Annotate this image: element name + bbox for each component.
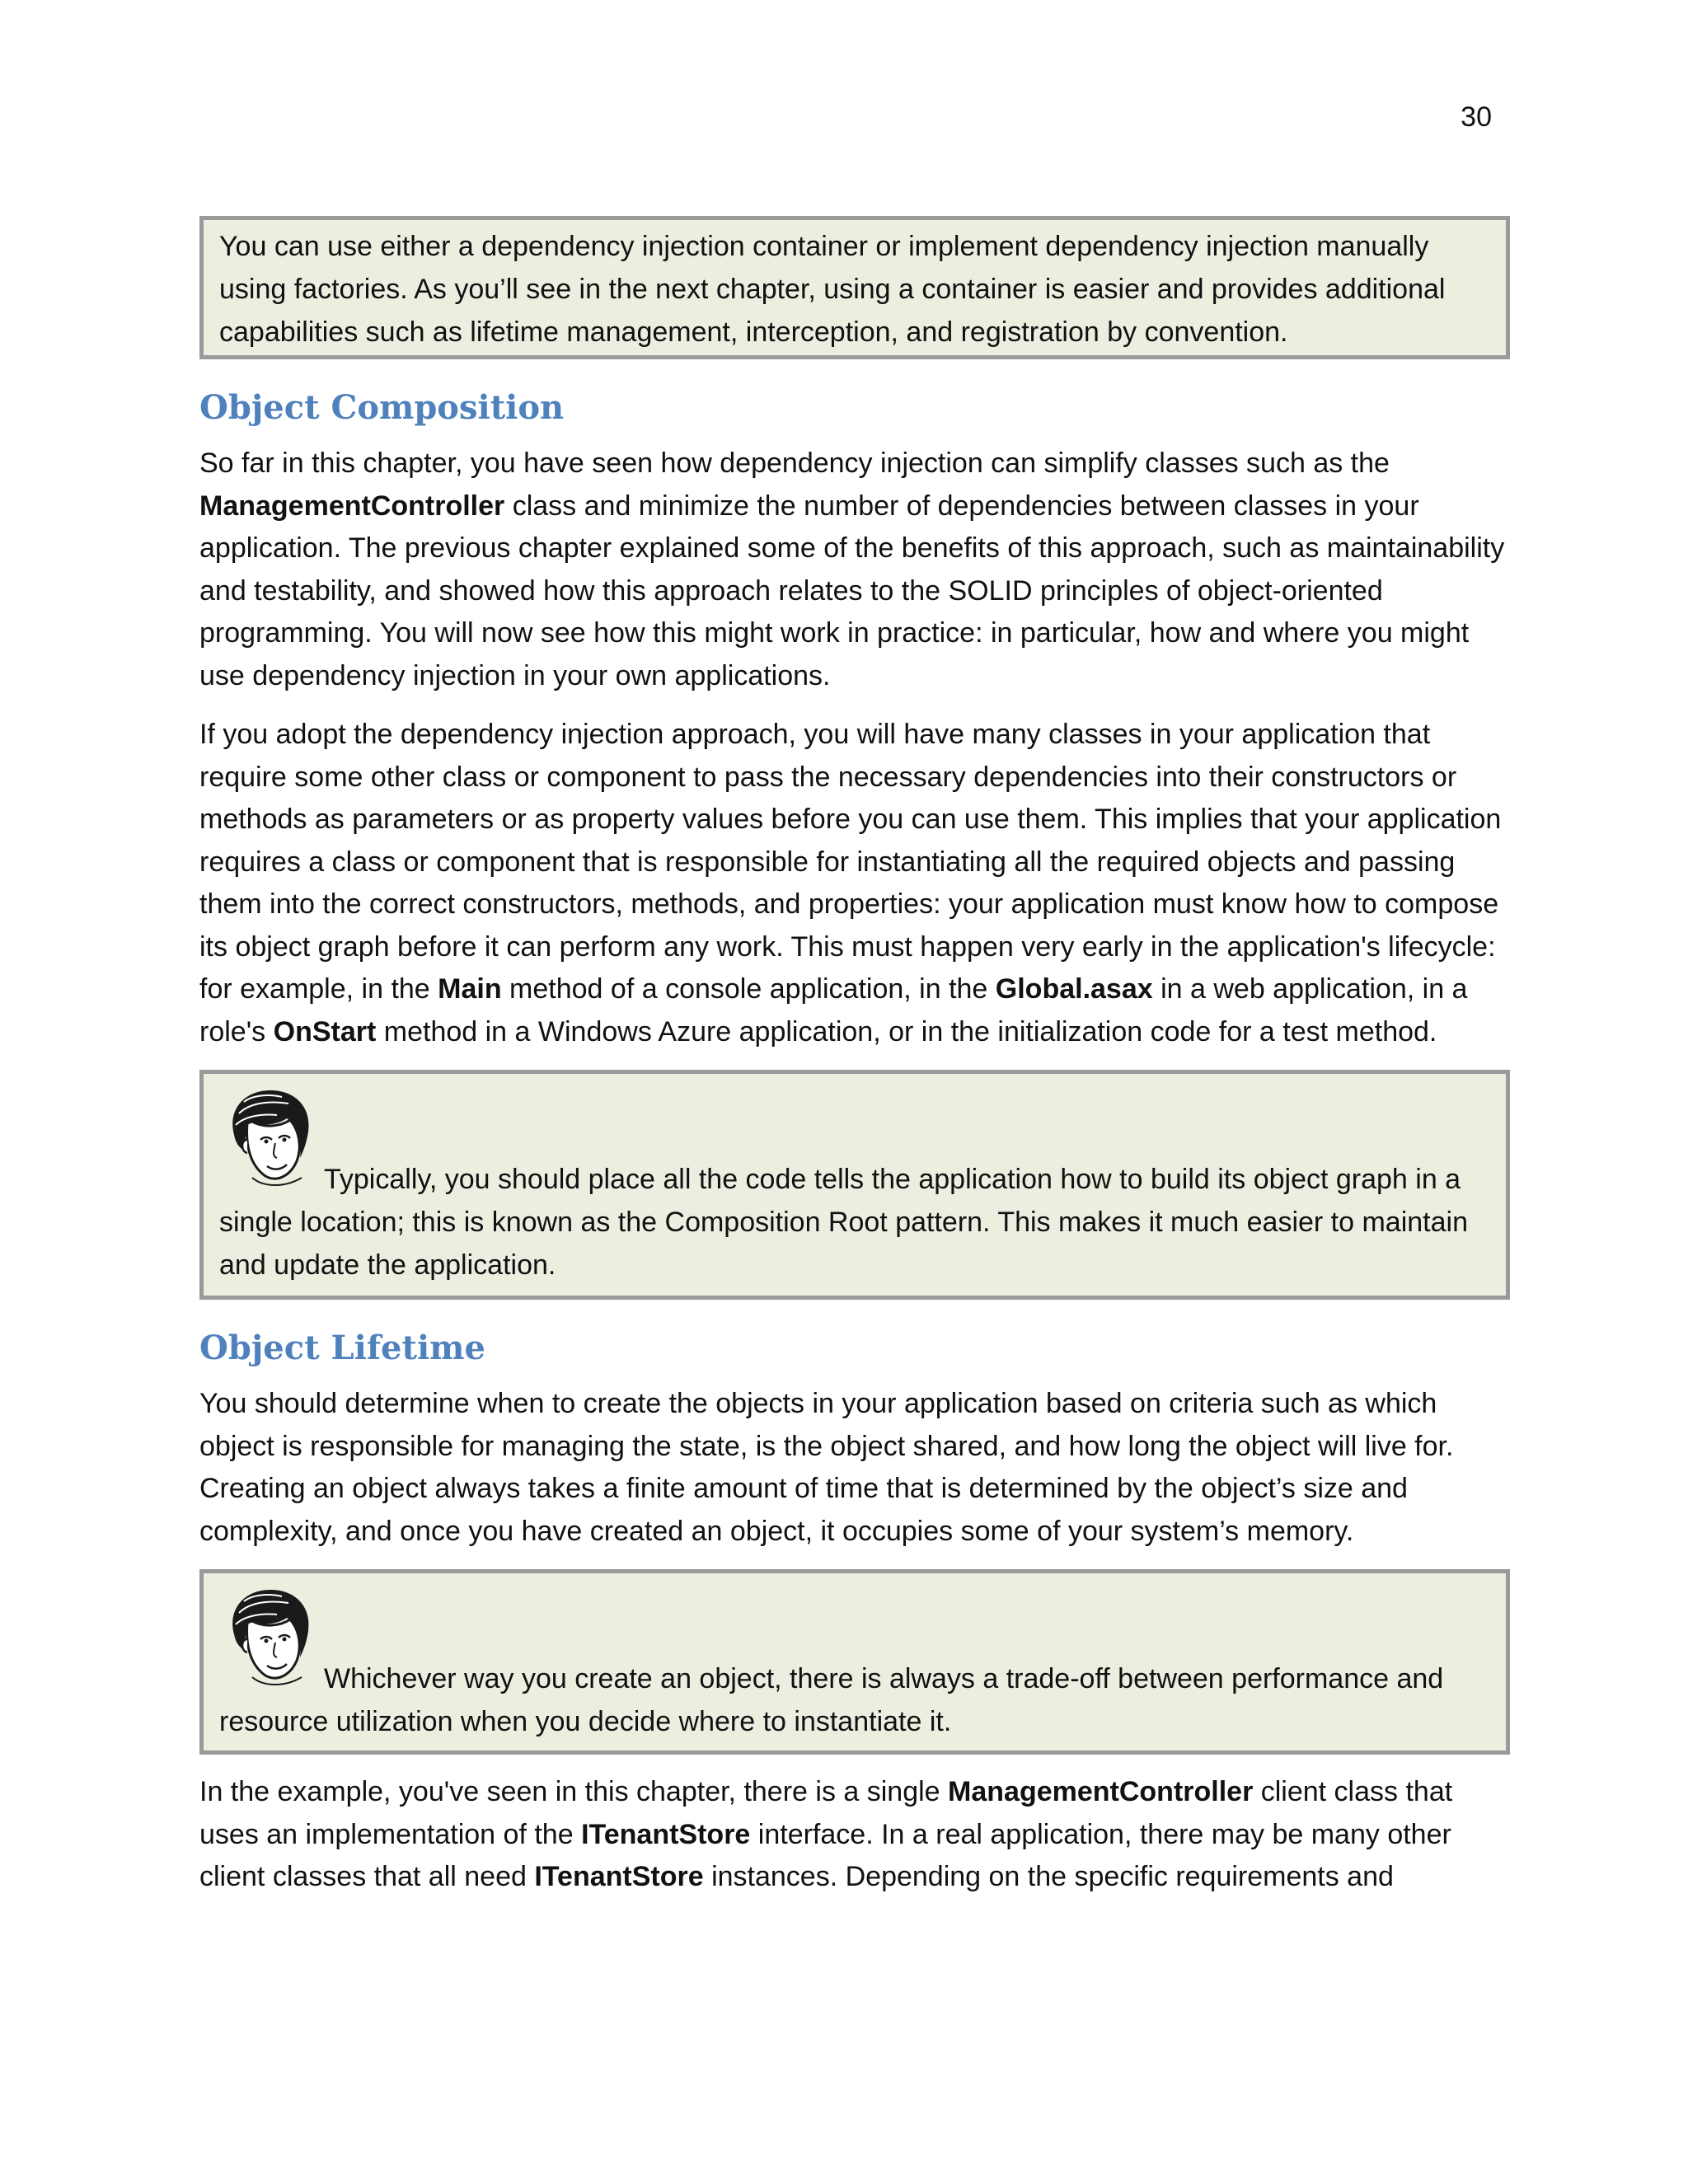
- code-term: OnStart: [273, 1015, 377, 1047]
- note-box-trade-off: [199, 1569, 1510, 1755]
- text-run: Whichever way you create an object, there is always a trade-off between performance and resource utilization when you decide where to instantiate it.: [219, 1663, 1444, 1737]
- text-run: Typically, you should place all the code tells the application how to build its object graph in a single location; this is known as the Composition Root pattern. This makes it much easier to maintain and update the application.: [219, 1164, 1468, 1281]
- section-heading-object-composition: Object Composition: [199, 388, 565, 427]
- code-term: ManagementController: [199, 490, 505, 522]
- note-text: You can use either a dependency injection container or implement dependency injection manually using factories. As you’ll see in the next chapter, using a container is easier and provides additional capabilities such as lifetime management, interception, and registration by convention.: [219, 231, 1446, 348]
- code-term: ITenantStore: [581, 1818, 751, 1850]
- text-run: class and minimize the number of dependencies between classes in your application. The previous chapter explained some of the benefits of this approach, such as maintainability and testability, and showed how this approach relates to the SOLID principles of object-oriented programming. You will now see how this might work in practice: in particular, how and where you might use dependency injection in your own applications.: [199, 490, 1505, 691]
- note-text: [219, 1158, 1490, 1286]
- note-box-container: [199, 216, 1510, 359]
- text-run: client class that uses an implementation of the: [199, 1776, 1453, 1850]
- paragraph-lifetime-2: [199, 1771, 1510, 1899]
- code-term: ManagementController: [948, 1776, 1254, 1807]
- code-term: Main: [438, 973, 502, 1005]
- text-run: method in a Windows Azure application, or in the initialization code for a test method.: [376, 1015, 1437, 1047]
- text-run: In the example, you've seen in this chapter, there is a single: [199, 1776, 949, 1807]
- code-term: ITenantStore: [534, 1861, 704, 1892]
- page-number: 30: [1461, 101, 1492, 133]
- paragraph-composition-2: [199, 714, 1510, 1053]
- section-heading-object-lifetime: Object Lifetime: [199, 1329, 485, 1367]
- code-term: Global.asax: [995, 973, 1153, 1005]
- note-box-composition-root: [199, 1070, 1510, 1300]
- text-run: in a web application, in a role's: [199, 973, 1468, 1047]
- paragraph-lifetime-1: You should determine when to create the objects in your application based on criteria such as which object is responsible for managing the state, is the object shared, and how long the object will live for. Creating an object always takes a finite amount of time that is determined by the object’s size and complexity, and once you have created an object, it occupies some of your system’s memory.: [199, 1388, 1454, 1547]
- page-content: [199, 216, 1510, 1915]
- note-text: [219, 1657, 1490, 1743]
- text-run: If you adopt the dependency injection approach, you will have many classes in your application that require some other class or component to pass the necessary dependencies into their constructors or methods as parameters or as property values before you can use them. This implies that your application requires a class or component that is responsible for instantiating all the required objects and passing them into the correct constructors, methods, and properties: your application must know how to compose its object graph before it can perform any work. This must happen very early in the application's lifecycle: for example, in the: [199, 719, 1502, 1005]
- text-run: interface. In a real application, there may be many other client classes that all need: [199, 1818, 1451, 1892]
- paragraph-composition-1: [199, 443, 1510, 697]
- text-run: method of a console application, in the: [501, 973, 996, 1005]
- text-run: So far in this chapter, you have seen how dependency injection can simplify classes such as the: [199, 448, 1390, 479]
- text-run: instances. Depending on the specific requirements and: [703, 1861, 1394, 1892]
